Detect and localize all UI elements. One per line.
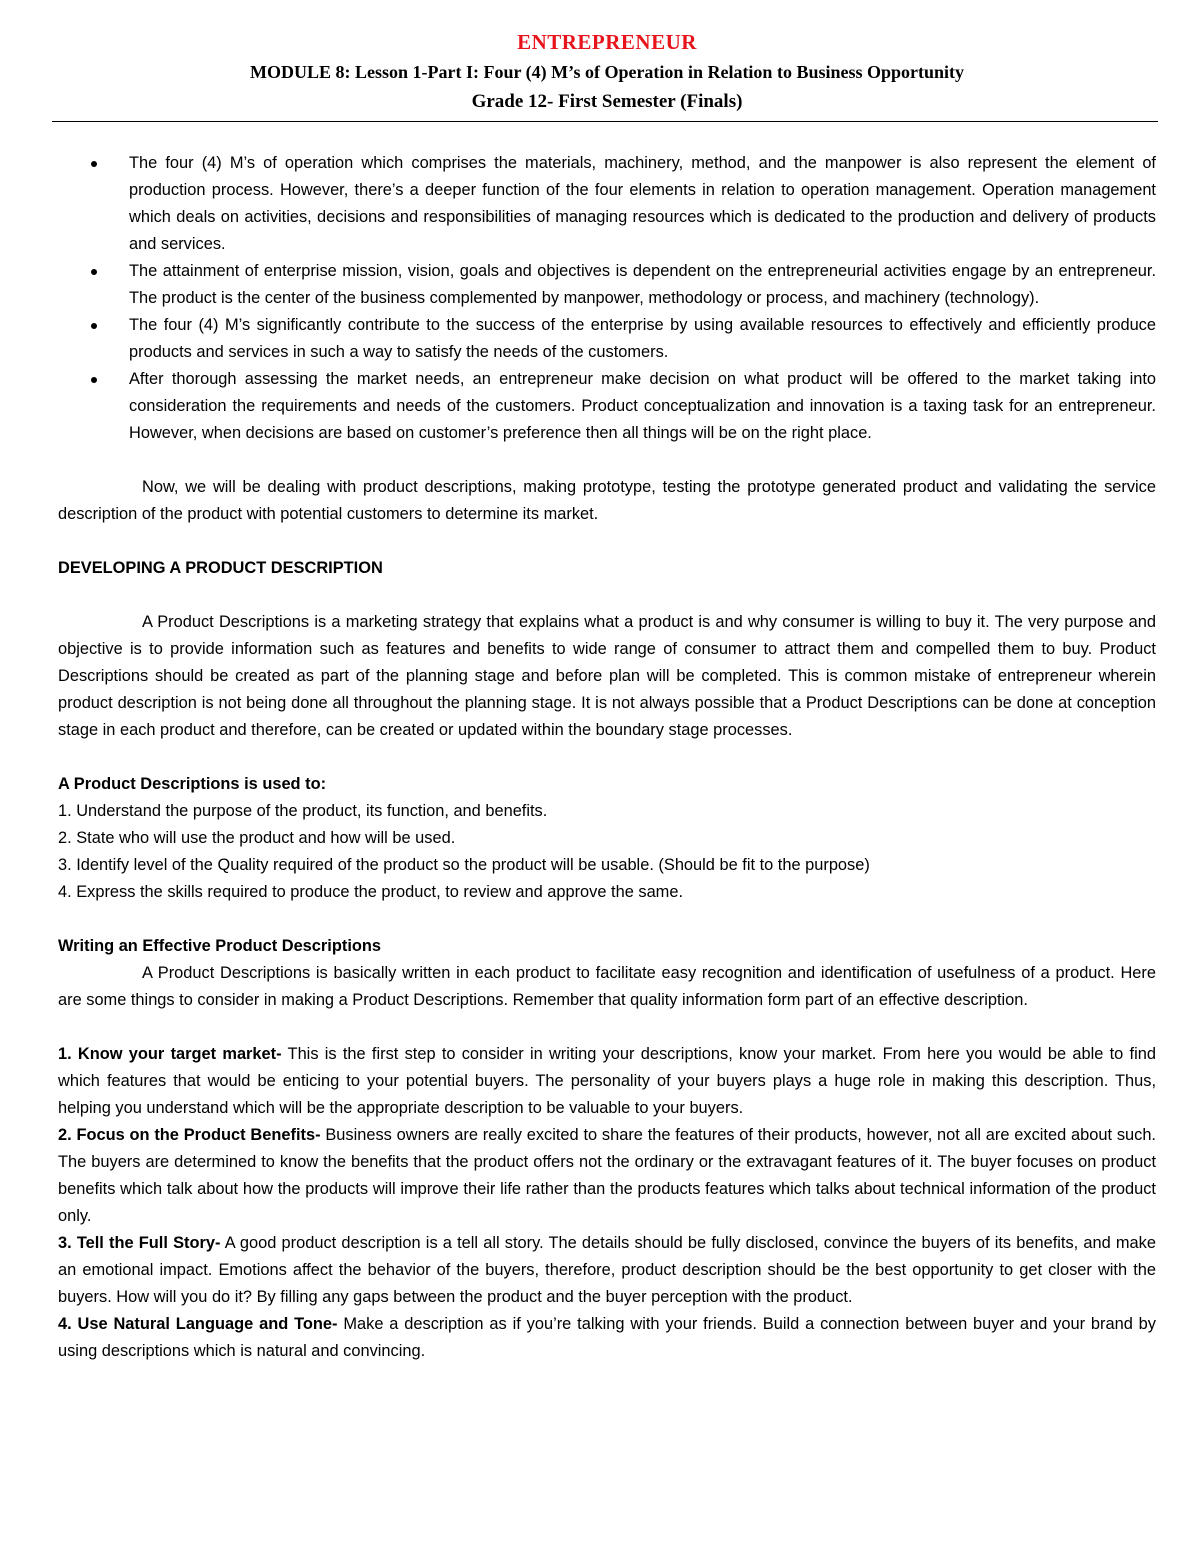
tip-label: 1. Know your target market- bbox=[58, 1045, 282, 1063]
module-topic: Four (4) M’s of Operation in Relation to Business Opportunity bbox=[483, 62, 964, 82]
module-label: MODULE 8: Lesson 1-Part I: bbox=[249, 62, 479, 82]
bullet-item: After thorough assessing the market needs, an entrepreneur make decision on what product will be offered to the market taking into consideration the requirements and needs of the customers. Product conceptualization and innovation is a taxing task for an entrepreneur. However, when decisions are based on customer’s preference then all things will be on the right place. bbox=[58, 366, 1156, 447]
tip-item: 1. Know your target market- This is the first step to consider in writing your descriptions, know your market. From here you would be able to find which features that would be enticing to your potential buyers. The personality of your buyers plays a huge role in making this description. Thus, helping you understand which will be the appropriate description to be valuable to your buyers. bbox=[58, 1045, 1156, 1117]
tip-label: 4. Use Natural Language and Tone- bbox=[58, 1315, 338, 1333]
tip-item: 2. Focus on the Product Benefits- Business owners are really excited to share the features of their products, however, not all are excited about such. The buyers are determined to know the benefits that the product offers not the ordinary or the extravagant features of it. The buyer focuses on product benefits which talk about how the products will improve their life rather than the products features which talks about technical information of the product only. bbox=[58, 1126, 1156, 1225]
bullet-item: The attainment of enterprise mission, vision, goals and objectives is dependent on the entrepreneurial activities engage by an entrepreneur. The product is the center of the business complemented by manpower, methodology or process, and machinery (technology). bbox=[58, 258, 1156, 312]
document-header bbox=[58, 28, 1156, 117]
writing-heading: Writing an Effective Product Descriptions bbox=[58, 937, 382, 955]
intro-paragraph: Now, we will be dealing with product descriptions, making prototype, testing the prototype generated product and validating the service description of the product with potential customers to determine its market. bbox=[58, 478, 1156, 523]
bullet-icon bbox=[91, 161, 97, 167]
tip-label: 3. Tell the Full Story- bbox=[58, 1234, 221, 1252]
list-item: 1. Understand the purpose of the product, its function, and benefits. bbox=[58, 802, 548, 820]
bullet-icon bbox=[91, 377, 97, 383]
header-divider bbox=[52, 121, 1158, 122]
bullet-item: The four (4) M’s significantly contribute to the success of the enterprise by using available resources to effectively and efficiently produce products and services in such a way to satisfy the needs of the customers. bbox=[58, 312, 1156, 366]
tip-item: 4. Use Natural Language and Tone- Make a description as if you’re talking with your friends. Build a connection between buyer and your brand by using descriptions which is natural and convincing. bbox=[58, 1315, 1156, 1360]
bullet-icon bbox=[91, 323, 97, 329]
product-description-paragraph: A Product Descriptions is a marketing strategy that explains what a product is and why consumer is willing to buy it. The very purpose and objective is to provide information such as features and benefits to wide range of consumer to attract them and compelled them to buy. Product Descriptions should be created as part of the planning stage and before plan will be completed. This is common mistake of entrepreneur wherein product description is not being done all throughout the planning stage. It is not always possible that a Product Descriptions can be done at conception stage in each product and therefore, can be created or updated within the boundary stage processes. bbox=[58, 613, 1156, 739]
bullet-item: The four (4) M’s of operation which comprises the materials, machinery, method, and the manpower is also represent the element of production process. However, there’s a deeper function of the four elements in relation to operation management. Operation management which deals on activities, decisions and responsibilities of managing resources which is dedicated to the production and delivery of products and services. bbox=[58, 150, 1156, 258]
list-item: 4. Express the skills required to produce the product, to review and approve the same. bbox=[58, 883, 684, 901]
list-item: 2. State who will use the product and how will be used. bbox=[58, 829, 456, 847]
grade-line: Grade 12- First Semester (Finals) bbox=[471, 91, 743, 112]
tip-label: 2. Focus on the Product Benefits- bbox=[58, 1126, 321, 1144]
uses-heading: A Product Descriptions is used to: bbox=[58, 775, 327, 793]
document-title: ENTREPRENEUR bbox=[517, 30, 697, 54]
writing-paragraph: A Product Descriptions is basically written in each product to facilitate easy recognition and identification of usefulness of a product. Here are some things to consider in making a Product Descriptions. Remember that quality information form part of an effective description. bbox=[58, 964, 1156, 1009]
list-item: 3. Identify level of the Quality required of the product so the product will be usable. (Should be fit to the purpose) bbox=[58, 856, 870, 874]
document-body bbox=[58, 150, 1156, 1365]
tip-item: 3. Tell the Full Story- A good product description is a tell all story. The details should be fully disclosed, convince the buyers of its benefits, and make an emotional impact. Emotions affect the behavior of the buyers, therefore, product description should be the best opportunity to get closer with the buyers. How will you do it? By filling any gaps between the product and the buyer perception with the product. bbox=[58, 1234, 1156, 1306]
bullet-icon bbox=[91, 269, 97, 275]
bullet-list bbox=[58, 150, 1156, 447]
section-heading-developing: DEVELOPING A PRODUCT DESCRIPTION bbox=[58, 559, 383, 577]
module-line bbox=[58, 57, 1156, 87]
uses-list bbox=[58, 798, 1156, 906]
